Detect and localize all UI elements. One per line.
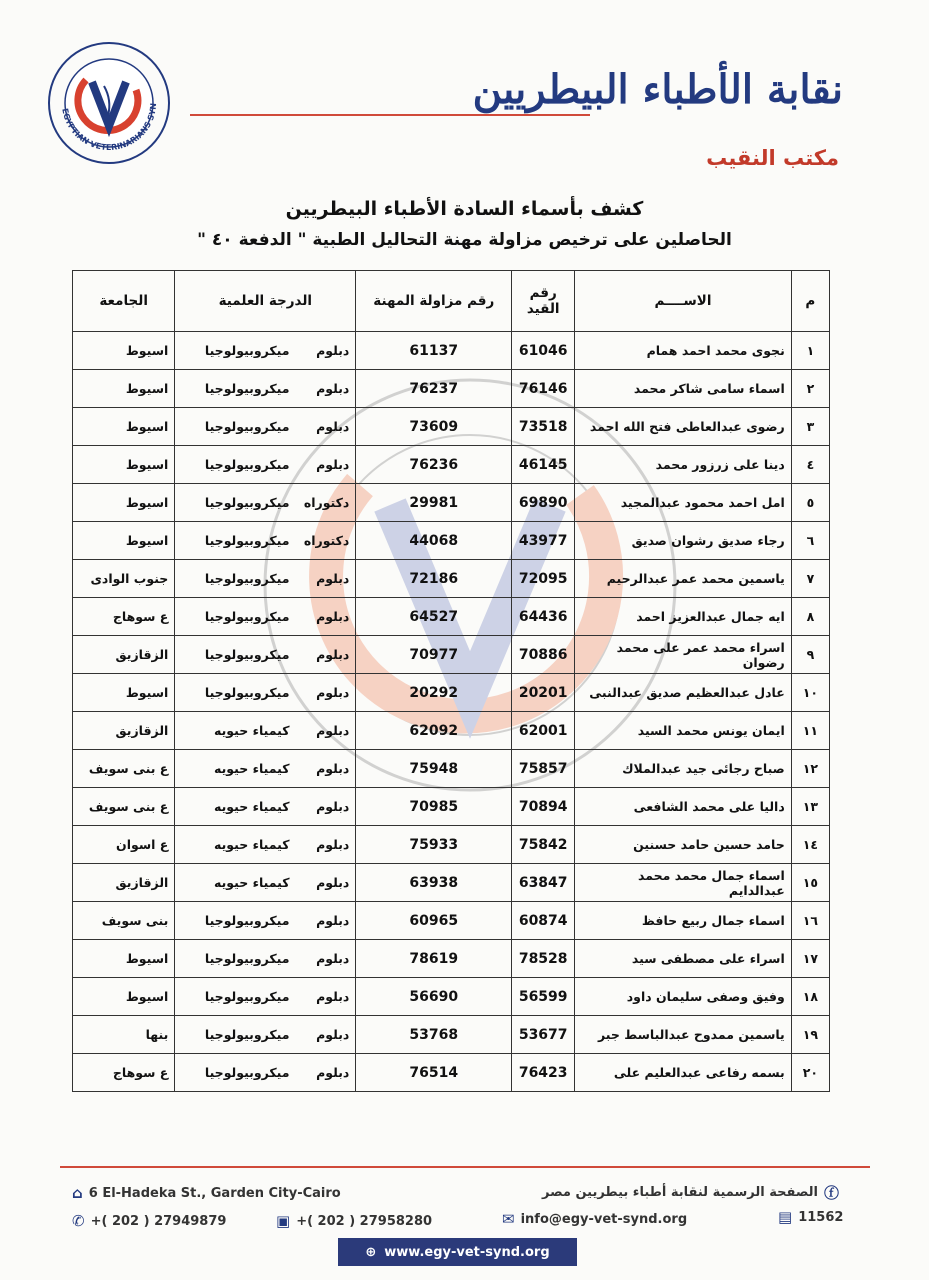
website-bar[interactable] — [338, 1238, 577, 1266]
row-index: ١٤ — [791, 826, 829, 864]
row-name: وفيق وصفى سليمان داود — [575, 978, 792, 1016]
row-degree-type: دبلوم — [296, 598, 356, 636]
table-row — [73, 446, 830, 484]
row-index: ١٥ — [791, 864, 829, 902]
row-name: نجوى محمد احمد همام — [575, 332, 792, 370]
table-row — [73, 1054, 830, 1092]
envelope-icon: ✉ — [502, 1210, 515, 1228]
row-name: بسمه رفاعى عبدالعليم على — [575, 1054, 792, 1092]
row-degree-type: دبلوم — [296, 560, 356, 598]
row-practice-number: 78619 — [356, 940, 512, 978]
phone-text: +( 202 ) 27949879 — [90, 1213, 227, 1229]
row-degree-type: دبلوم — [296, 940, 356, 978]
row-registration-number: 43977 — [512, 522, 575, 560]
table-body — [73, 332, 830, 1092]
row-registration-number: 63847 — [512, 864, 575, 902]
email-text[interactable]: info@egy-vet-synd.org — [520, 1211, 688, 1227]
row-practice-number: 53768 — [356, 1016, 512, 1054]
col-header-university: الجامعة — [73, 271, 175, 332]
row-degree-type: دبلوم — [296, 978, 356, 1016]
row-degree-field: ميكروبيولوجيا — [175, 598, 296, 636]
row-university: اسيوط — [73, 978, 175, 1016]
row-degree-field: ميكروبيولوجيا — [175, 332, 296, 370]
table-row — [73, 864, 830, 902]
row-university: ع سوهاج — [73, 598, 175, 636]
row-registration-number: 64436 — [512, 598, 575, 636]
col-header-practice-number: رقم مزاولة المهنة — [356, 271, 512, 332]
row-index: ١٦ — [791, 902, 829, 940]
footer-fax — [276, 1212, 432, 1230]
globe-icon: ⊕ — [365, 1244, 377, 1260]
row-degree-field: كيمياء حيويه — [175, 826, 296, 864]
row-name: ايه جمال عبدالعزيز احمد — [575, 598, 792, 636]
table-row — [73, 408, 830, 446]
row-registration-number: 53677 — [512, 1016, 575, 1054]
row-index: ١٠ — [791, 674, 829, 712]
row-degree-type: دبلوم — [296, 636, 356, 674]
row-name: اسماء جمال ربيع حافظ — [575, 902, 792, 940]
table-row — [73, 712, 830, 750]
row-degree-type: دبلوم — [296, 332, 356, 370]
row-index: ١٩ — [791, 1016, 829, 1054]
table-header-row — [73, 271, 830, 332]
row-index: ١١ — [791, 712, 829, 750]
phone-icon: ✆ — [72, 1212, 85, 1230]
row-university: ع بنى سويف — [73, 750, 175, 788]
footer-divider — [60, 1166, 870, 1168]
row-name: اسراء على مصطفى سيد — [575, 940, 792, 978]
row-degree-field: ميكروبيولوجيا — [175, 370, 296, 408]
row-degree-field: ميكروبيولوجيا — [175, 408, 296, 446]
row-practice-number: 29981 — [356, 484, 512, 522]
row-degree-type: دكتوراه — [296, 522, 356, 560]
table-row — [73, 484, 830, 522]
mailbox-icon: ▤ — [778, 1208, 793, 1226]
row-university: ع بنى سويف — [73, 788, 175, 826]
row-practice-number: 70977 — [356, 636, 512, 674]
website-text[interactable]: www.egy-vet-synd.org — [384, 1244, 550, 1260]
row-degree-type: دبلوم — [296, 750, 356, 788]
row-degree-type: دبلوم — [296, 788, 356, 826]
row-index: ٨ — [791, 598, 829, 636]
row-name: اسماء سامى شاكر محمد — [575, 370, 792, 408]
row-university: اسيوط — [73, 332, 175, 370]
row-name: اسماء جمال محمد محمد عبدالدايم — [575, 864, 792, 902]
row-degree-field: ميكروبيولوجيا — [175, 674, 296, 712]
row-registration-number: 75842 — [512, 826, 575, 864]
row-university: جنوب الوادى — [73, 560, 175, 598]
po-box-text: 11562 — [798, 1209, 844, 1225]
row-degree-type: دبلوم — [296, 902, 356, 940]
header-divider — [190, 114, 590, 116]
row-university: اسيوط — [73, 408, 175, 446]
row-registration-number: 75857 — [512, 750, 575, 788]
row-degree-field: كيمياء حيويه — [175, 788, 296, 826]
row-registration-number: 78528 — [512, 940, 575, 978]
row-degree-type: دبلوم — [296, 408, 356, 446]
row-university: بنها — [73, 1016, 175, 1054]
row-registration-number: 70894 — [512, 788, 575, 826]
row-degree-field: ميكروبيولوجيا — [175, 560, 296, 598]
row-practice-number: 76236 — [356, 446, 512, 484]
facebook-text: الصفحة الرسمية لنقابة أطباء بيطريين مصر — [541, 1185, 818, 1200]
row-university: اسيوط — [73, 940, 175, 978]
row-name: دينا على زرزور محمد — [575, 446, 792, 484]
row-degree-field: ميكروبيولوجيا — [175, 1016, 296, 1054]
table-row — [73, 788, 830, 826]
row-registration-number: 73518 — [512, 408, 575, 446]
row-registration-number: 60874 — [512, 902, 575, 940]
facebook-icon: ⓕ — [823, 1184, 839, 1202]
row-practice-number: 70985 — [356, 788, 512, 826]
footer-phone — [72, 1212, 226, 1230]
row-degree-field: ميكروبيولوجيا — [175, 902, 296, 940]
row-name: رجاء صديق رشوان صديق — [575, 522, 792, 560]
row-registration-number: 70886 — [512, 636, 575, 674]
table-row — [73, 940, 830, 978]
row-registration-number: 76423 — [512, 1054, 575, 1092]
row-registration-number: 61046 — [512, 332, 575, 370]
table-row — [73, 636, 830, 674]
row-degree-type: دبلوم — [296, 1054, 356, 1092]
document-title: كشف بأسماء السادة الأطباء البيطريين — [285, 198, 644, 220]
table-row — [73, 902, 830, 940]
row-registration-number: 72095 — [512, 560, 575, 598]
row-practice-number: 56690 — [356, 978, 512, 1016]
row-name: اسراء محمد عمر على محمد رضوان — [575, 636, 792, 674]
table-row — [73, 978, 830, 1016]
col-header-degree: الدرجة العلمية — [175, 271, 356, 332]
row-registration-number: 20201 — [512, 674, 575, 712]
row-practice-number: 75933 — [356, 826, 512, 864]
row-name: صباح رجائى جيد عبدالملاك — [575, 750, 792, 788]
row-degree-field: ميكروبيولوجيا — [175, 522, 296, 560]
row-index: ١٣ — [791, 788, 829, 826]
row-degree-type: دبلوم — [296, 674, 356, 712]
row-practice-number: 61137 — [356, 332, 512, 370]
row-degree-field: ميكروبيولوجيا — [175, 940, 296, 978]
row-university: بنى سويف — [73, 902, 175, 940]
licensees-table — [72, 270, 830, 1092]
office-label: مكتب النقيب — [706, 146, 839, 170]
row-registration-number: 46145 — [512, 446, 575, 484]
row-name: ايمان يونس محمد السيد — [575, 712, 792, 750]
table-row — [73, 522, 830, 560]
footer-po-box — [778, 1208, 843, 1226]
row-registration-number: 62001 — [512, 712, 575, 750]
row-name: داليا على محمد الشافعى — [575, 788, 792, 826]
row-degree-type: دبلوم — [296, 864, 356, 902]
row-index: ٣ — [791, 408, 829, 446]
document-subtitle: الحاصلين على ترخيص مزاولة مهنة التحاليل الطبية " الدفعة ٤٠ " — [197, 230, 732, 250]
row-index: ١٢ — [791, 750, 829, 788]
row-practice-number: 44068 — [356, 522, 512, 560]
row-index: ٦ — [791, 522, 829, 560]
row-name: امل احمد محمود عبدالمجيد — [575, 484, 792, 522]
row-practice-number: 64527 — [356, 598, 512, 636]
row-practice-number: 73609 — [356, 408, 512, 446]
row-degree-field: ميكروبيولوجيا — [175, 484, 296, 522]
row-practice-number: 76514 — [356, 1054, 512, 1092]
row-index: ٧ — [791, 560, 829, 598]
syndicate-name-logo: نقابة الأطباء البيطريين — [472, 66, 843, 113]
row-registration-number: 69890 — [512, 484, 575, 522]
row-degree-field: كيمياء حيويه — [175, 864, 296, 902]
col-header-registration: رقم القيد — [512, 271, 575, 332]
row-degree-type: دبلوم — [296, 826, 356, 864]
row-university: الزقازيق — [73, 712, 175, 750]
fax-text: +( 202 ) 27958280 — [296, 1213, 433, 1229]
row-university: اسيوط — [73, 484, 175, 522]
row-index: ١٧ — [791, 940, 829, 978]
col-header-name: الاســــم — [575, 271, 792, 332]
row-name: عادل عبدالعظيم صديق عبدالنبى — [575, 674, 792, 712]
row-index: ٩ — [791, 636, 829, 674]
row-index: ٥ — [791, 484, 829, 522]
row-practice-number: 63938 — [356, 864, 512, 902]
row-university: الزقازيق — [73, 864, 175, 902]
row-practice-number: 20292 — [356, 674, 512, 712]
row-university: اسيوط — [73, 674, 175, 712]
row-degree-type: دبلوم — [296, 1016, 356, 1054]
table-row — [73, 598, 830, 636]
row-practice-number: 62092 — [356, 712, 512, 750]
row-university: الزقازيق — [73, 636, 175, 674]
table-row — [73, 674, 830, 712]
table-row — [73, 1016, 830, 1054]
row-index: ١ — [791, 332, 829, 370]
row-degree-field: ميكروبيولوجيا — [175, 636, 296, 674]
row-degree-type: دبلوم — [296, 712, 356, 750]
table-row — [73, 750, 830, 788]
table-row — [73, 560, 830, 598]
row-name: ياسمين محمد عمر عبدالرحيم — [575, 560, 792, 598]
row-practice-number: 60965 — [356, 902, 512, 940]
row-index: ٢٠ — [791, 1054, 829, 1092]
row-name: رضوى عبدالعاطى فتح الله احمد — [575, 408, 792, 446]
fax-icon: ▣ — [276, 1212, 291, 1230]
row-university: ع اسوان — [73, 826, 175, 864]
row-degree-field: كيمياء حيويه — [175, 750, 296, 788]
row-degree-type: دبلوم — [296, 446, 356, 484]
row-university: اسيوط — [73, 370, 175, 408]
col-header-index: م — [791, 271, 829, 332]
table-row — [73, 332, 830, 370]
row-index: ٤ — [791, 446, 829, 484]
row-registration-number: 76146 — [512, 370, 575, 408]
row-index: ١٨ — [791, 978, 829, 1016]
seal-text: EGYPTIAN VETERINARIANS SYN — [60, 102, 159, 153]
footer-facebook — [542, 1182, 839, 1203]
row-university: اسيوط — [73, 522, 175, 560]
row-name: حامد حسين حامد حسنين — [575, 826, 792, 864]
row-name: ياسمين ممدوح عبدالباسط جبر — [575, 1016, 792, 1054]
syndicate-seal-logo — [46, 40, 172, 166]
row-registration-number: 56599 — [512, 978, 575, 1016]
row-university: ع سوهاج — [73, 1054, 175, 1092]
row-practice-number: 75948 — [356, 750, 512, 788]
row-degree-field: ميكروبيولوجيا — [175, 1054, 296, 1092]
home-icon: ⌂ — [72, 1184, 83, 1202]
row-index: ٢ — [791, 370, 829, 408]
address-text: 6 El-Hadeka St., Garden City-Cairo — [88, 1185, 341, 1201]
table-row — [73, 826, 830, 864]
footer-email[interactable] — [502, 1210, 687, 1228]
row-practice-number: 72186 — [356, 560, 512, 598]
row-degree-field: ميكروبيولوجيا — [175, 978, 296, 1016]
footer-address — [72, 1184, 341, 1202]
row-degree-type: دكتوراه — [296, 484, 356, 522]
row-degree-field: ميكروبيولوجيا — [175, 446, 296, 484]
row-degree-field: كيمياء حيويه — [175, 712, 296, 750]
row-degree-type: دبلوم — [296, 370, 356, 408]
row-university: اسيوط — [73, 446, 175, 484]
table-row — [73, 370, 830, 408]
row-practice-number: 76237 — [356, 370, 512, 408]
